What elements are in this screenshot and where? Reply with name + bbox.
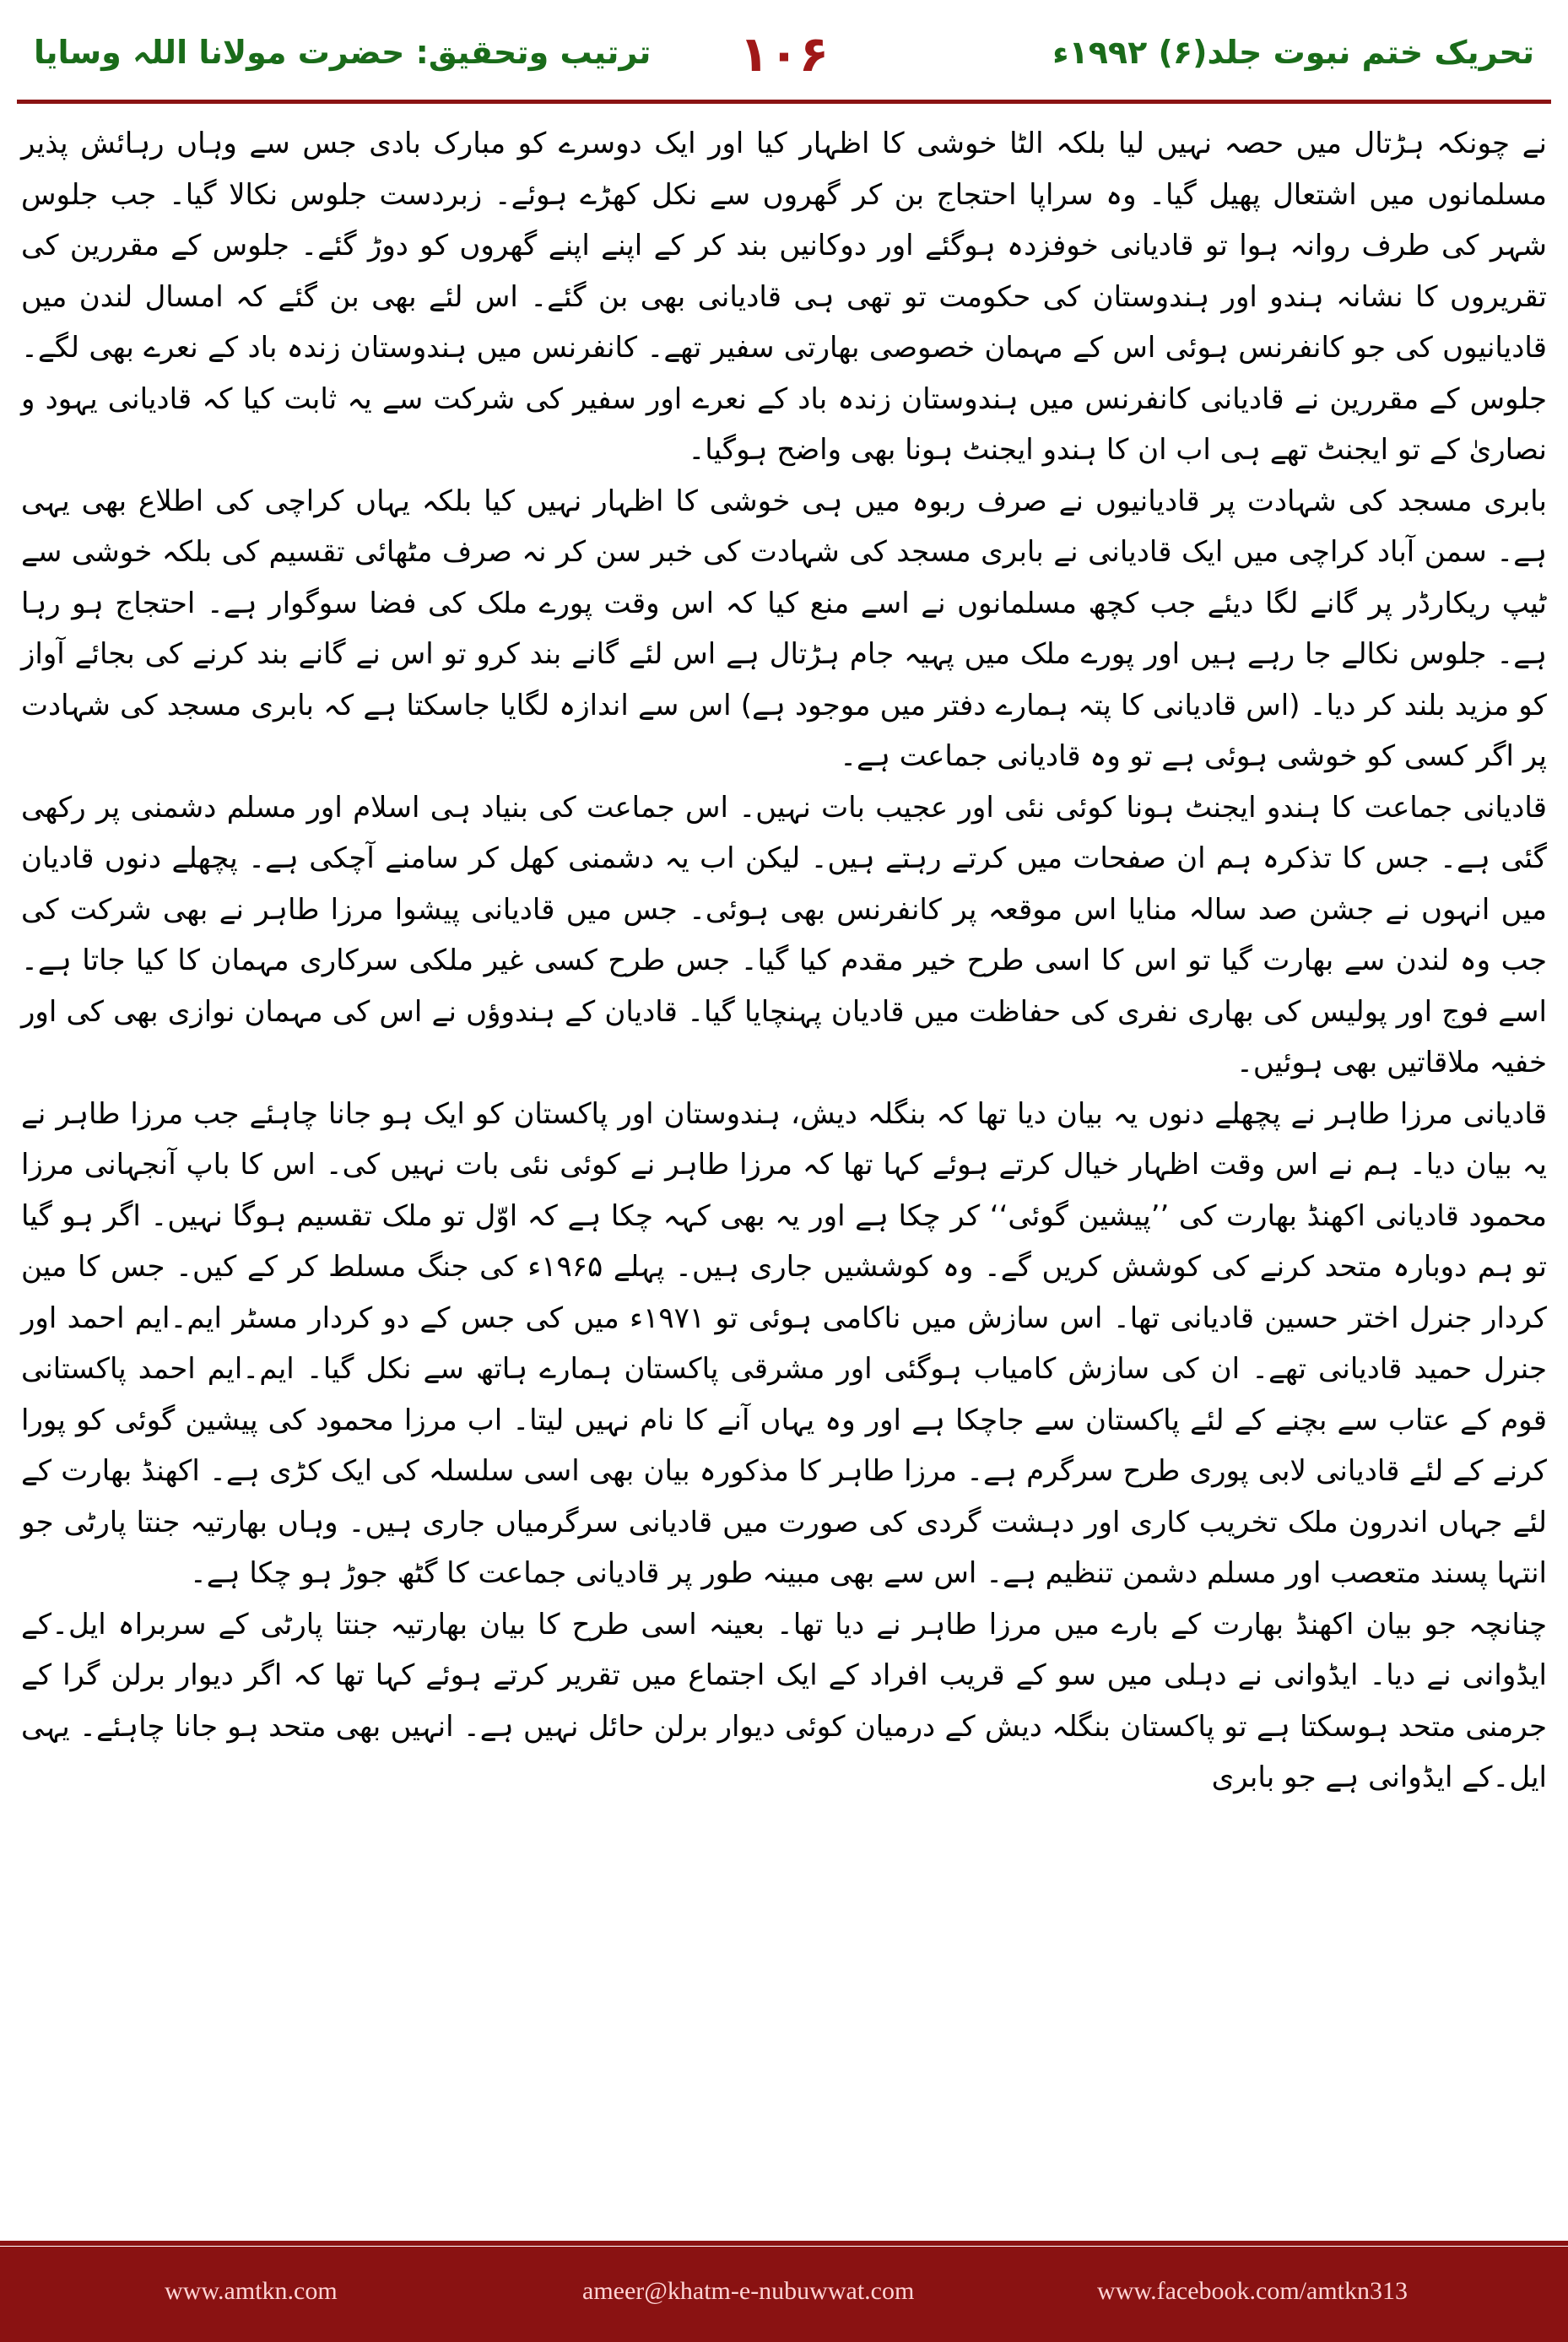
page-header (0, 0, 1568, 101)
footer-email-link[interactable]: ameer@khatm-e-nubuwwat.com (582, 2277, 915, 2305)
page-number: ۱۰۶ (738, 25, 830, 83)
footer-website-link[interactable]: www.amtkn.com (165, 2277, 338, 2305)
footer-facebook-link[interactable]: www.facebook.com/amtkn313 (1097, 2277, 1408, 2305)
compiler-credit: ترتیب وتحقیق: حضرت مولانا اللہ وسایا (34, 34, 652, 71)
header-divider (17, 100, 1551, 104)
footer-divider (0, 2241, 1568, 2246)
paragraph-5: چنانچہ جو بیان اکھنڈ بھارت کے بارے میں مرزا طاہر نے دیا تھا۔ بعینہ اسی طرح کا بیان بھارتیہ جنتا پارٹی کے سربراہ ایل۔کے ایڈوانی نے دیا۔ ایڈوانی نے دہلی میں سو کے قریب افراد کے ایک اجتماع میں تقریر کرتے ہوئے کہا تھا کہ اگر دیوار برلن گرا کے جرمنی متحد ہوسکتا ہے تو پاکستان بنگلہ دیش کے درمیان کوئی دیوار برلن حائل نہیں ہے۔ انہیں بھی متحد ہو جانا چاہئے۔ یہی ایل۔کے ایڈوانی ہے جو بابری (21, 1607, 1547, 1794)
paragraph-3: قادیانی جماعت کا ہندو ایجنٹ ہونا کوئی نئی اور عجیب بات نہیں۔ اس جماعت کی بنیاد ہی اسلام اور مسلم دشمنی پر رکھی گئی ہے۔ جس کا تذکرہ ہم ان صفحات میں کرتے رہتے ہیں۔ لیکن اب یہ دشمنی کھل کر سامنے آچکی ہے۔ پچھلے دنوں قادیان میں انہوں نے جشن صد سالہ منایا اس موقعہ پر کانفرنس بھی ہوئی۔ جس میں قادیانی پیشوا مرزا طاہر نے بھی شرکت کی جب وہ لندن سے بھارت گیا تو اس کا اسی طرح خیر مقدم کیا گیا۔ جس طرح کسی غیر ملکی سرکاری مہمان کا کیا جاتا ہے۔ اسے فوج اور پولیس کی بھاری نفری کی حفاظت میں قادیان پہنچایا گیا۔ قادیان کے ہندوؤں نے اس کی مہمان نوازی بھی کی اور خفیہ ملاقاتیں بھی ہوئیں۔ (21, 790, 1547, 1079)
paragraph-4: قادیانی مرزا طاہر نے پچھلے دنوں یہ بیان دیا تھا کہ بنگلہ دیش، ہندوستان اور پاکستان کو ایک ہو جانا چاہئے جب مرزا طاہر نے یہ بیان دیا۔ ہم نے اس وقت اظہار خیال کرتے ہوئے کہا تھا کہ مرزا طاہر نے کوئی نئی بات نہیں کی۔ اس کا باپ آنجہانی مرزا محمود قادیانی اکھنڈ بھارت کی ’’پیشین گوئی‘‘ کر چکا ہے اور یہ بھی کہہ چکا ہے کہ اوّل تو ملک تقسیم ہوگا نہیں۔ اگر ہو گیا تو ہم دوبارہ متحد کرنے کی کوشش کریں گے۔ وہ کوششیں جاری ہیں۔ پہلے ۱۹۶۵ء کی جنگ مسلط کر کے کیں۔ جس کا مین کردار جنرل اختر حسین قادیانی تھا۔ اس سازش میں ناکامی ہوئی تو ۱۹۷۱ء میں کی جس کے دو کردار مسٹر ایم۔ایم احمد اور جنرل حمید قادیانی تھے۔ ان کی سازش کامیاب ہوگئی اور مشرقی پاکستان ہمارے ہاتھ سے نکل گیا۔ ایم۔ایم احمد پاکستانی قوم کے عتاب سے بچنے کے لئے پاکستان سے جاچکا ہے اور وہ یہاں آنے کا نام نہیں لیتا۔ اب مرزا محمود کی پیشین گوئی کو پورا کرنے کے لئے قادیانی لابی پوری طرح سرگرم ہے۔ مرزا طاہر کا مذکورہ بیان بھی اسی سلسلہ کی ایک کڑی ہے۔ اکھنڈ بھارت کے لئے جہاں اندرون ملک تخریب کاری اور دہشت گردی کی صورت میں قادیانی سرگرمیاں جاری ہیں۔ وہاں بھارتیہ جنتا پارٹی جو انتہا پسند متعصب اور مسلم دشمن تنظیم ہے۔ اس سے بھی مبینہ طور پر قادیانی جماعت کا گٹھ جوڑ ہو چکا ہے۔ (21, 1096, 1547, 1590)
paragraph-1: نے چونکہ ہڑتال میں حصہ نہیں لیا بلکہ الٹا خوشی کا اظہار کیا اور ایک دوسرے کو مبارک بادی جس سے وہاں رہائش پذیر مسلمانوں میں اشتعال پھیل گیا۔ وہ سراپا احتجاج بن کر گھروں سے نکل کھڑے ہوئے۔ زبردست جلوس نکالا گیا۔ جب جلوس شہر کی طرف روانہ ہوا تو قادیانی خوفزدہ ہوگئے اور دوکانیں بند کر کے اپنے اپنے گھروں کو دوڑ گئے۔ جلوس کے مقررین کی تقریروں کا نشانہ ہندو اور ہندوستان کی حکومت تو تھی ہی قادیانی بھی بن گئے۔ اس لئے بھی بن گئے کہ امسال لندن میں قادیانیوں کی جو کانفرنس ہوئی اس کے مہمان خصوصی بھارتی سفیر تھے۔ کانفرنس میں ہندوستان زندہ باد کے نعرے بھی لگے۔ جلوس کے مقررین نے قادیانی کانفرنس میں ہندوستان زندہ باد کے نعرے اور سفیر کی شرکت سے یہ ثابت کیا کہ قادیانی یہود و نصاریٰ کے تو ایجنٹ تھے ہی اب ان کا ہندو ایجنٹ ہونا بھی واضح ہوگیا۔ (21, 127, 1547, 467)
article-body (21, 118, 1547, 2228)
page-footer (0, 2247, 1568, 2342)
book-title: تحریک ختم نبوت جلد(۶) ۱۹۹۲ء (1052, 34, 1534, 71)
paragraph-2: بابری مسجد کی شہادت پر قادیانیوں نے صرف ربوہ میں ہی خوشی کا اظہار نہیں کیا بلکہ یہاں کراچی کی اطلاع بھی یہی ہے۔ سمن آباد کراچی میں ایک قادیانی نے بابری مسجد کی شہادت کی خبر سن کر نہ صرف مٹھائی تقسیم کی بلکہ خوشی سے ٹیپ ریکارڈر پر گانے لگا دیئے جب کچھ مسلمانوں نے اسے منع کیا کہ اس وقت پورے ملک کی فضا سوگوار ہے۔ احتجاج ہو رہا ہے۔ جلوس نکالے جا رہے ہیں اور پورے ملک میں پہیہ جام ہڑتال ہے اس لئے گانے بند کرو تو اس نے گانے بند کرنے کی بجائے آواز کو مزید بلند کر دیا۔ (اس قادیانی کا پتہ ہمارے دفتر میں موجود ہے) اس سے اندازہ لگایا جاسکتا ہے کہ بابری مسجد کی شہادت پر اگر کسی کو خوشی ہوئی ہے تو وہ قادیانی جماعت ہے۔ (21, 484, 1547, 773)
